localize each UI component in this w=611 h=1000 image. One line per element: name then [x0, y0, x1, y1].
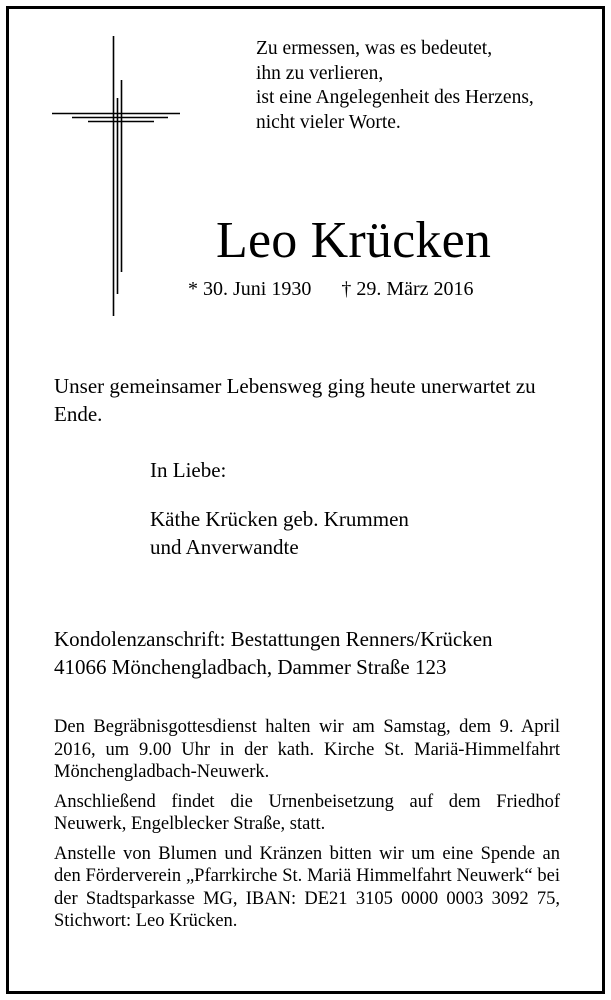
life-dates — [188, 276, 474, 302]
poem-line: Zu ermessen, was es bedeutet, — [256, 38, 493, 59]
service-paragraph: Den Begräbnisgottesdienst halten wir am Samstag, dem 9. April 2016, um 9.00 Uhr in der kath. Kirche St. Mariä-Himmelfahrt Mönchengladbach-Neuwerk. — [54, 717, 560, 782]
mourner-line: und Anverwandte — [150, 535, 299, 559]
birth-date: * 30. Juni 1930 — [188, 278, 312, 300]
service-info — [54, 716, 560, 940]
poem — [256, 37, 576, 135]
poem-line: nicht vieler Worte. — [256, 111, 401, 133]
mourners — [150, 505, 409, 561]
burial-paragraph: Anschließend findet die Urnenbeisetzung auf dem Friedhof Neuwerk, Engelblecker Straße, statt. — [54, 791, 560, 834]
intro-text: Unser gemeinsamer Lebensweg ging heute unerwartet zu Ende. — [54, 374, 536, 426]
donation-paragraph: Anstelle von Blumen und Kränzen bitten wir um eine Spende an den Förderverein „Pfarrkirche St. Mariä Himmelfahrt Neuwerk“ bei der Stadtsparkasse MG, IBAN: DE21 3105 0000 0003 3092 75, Stichwort: Leo Krücken. — [54, 843, 560, 931]
poem-line: ist eine Angelegenheit des Herzens, — [256, 87, 534, 108]
signature-label: In Liebe: — [150, 458, 227, 482]
condolence-line: 41066 Mönchengladbach, Dammer Straße 123 — [54, 655, 447, 679]
cross-icon — [50, 36, 180, 316]
condolence-line: Kondolenzanschrift: Bestattungen Renners/Krücken — [54, 627, 493, 651]
poem-line: ihn zu verlieren, — [256, 62, 384, 84]
mourner-line: Käthe Krücken geb. Krummen — [150, 507, 409, 531]
death-date: † 29. März 2016 — [341, 278, 474, 300]
deceased-name: Leo Krücken — [216, 212, 492, 269]
condolence-address — [54, 625, 493, 681]
